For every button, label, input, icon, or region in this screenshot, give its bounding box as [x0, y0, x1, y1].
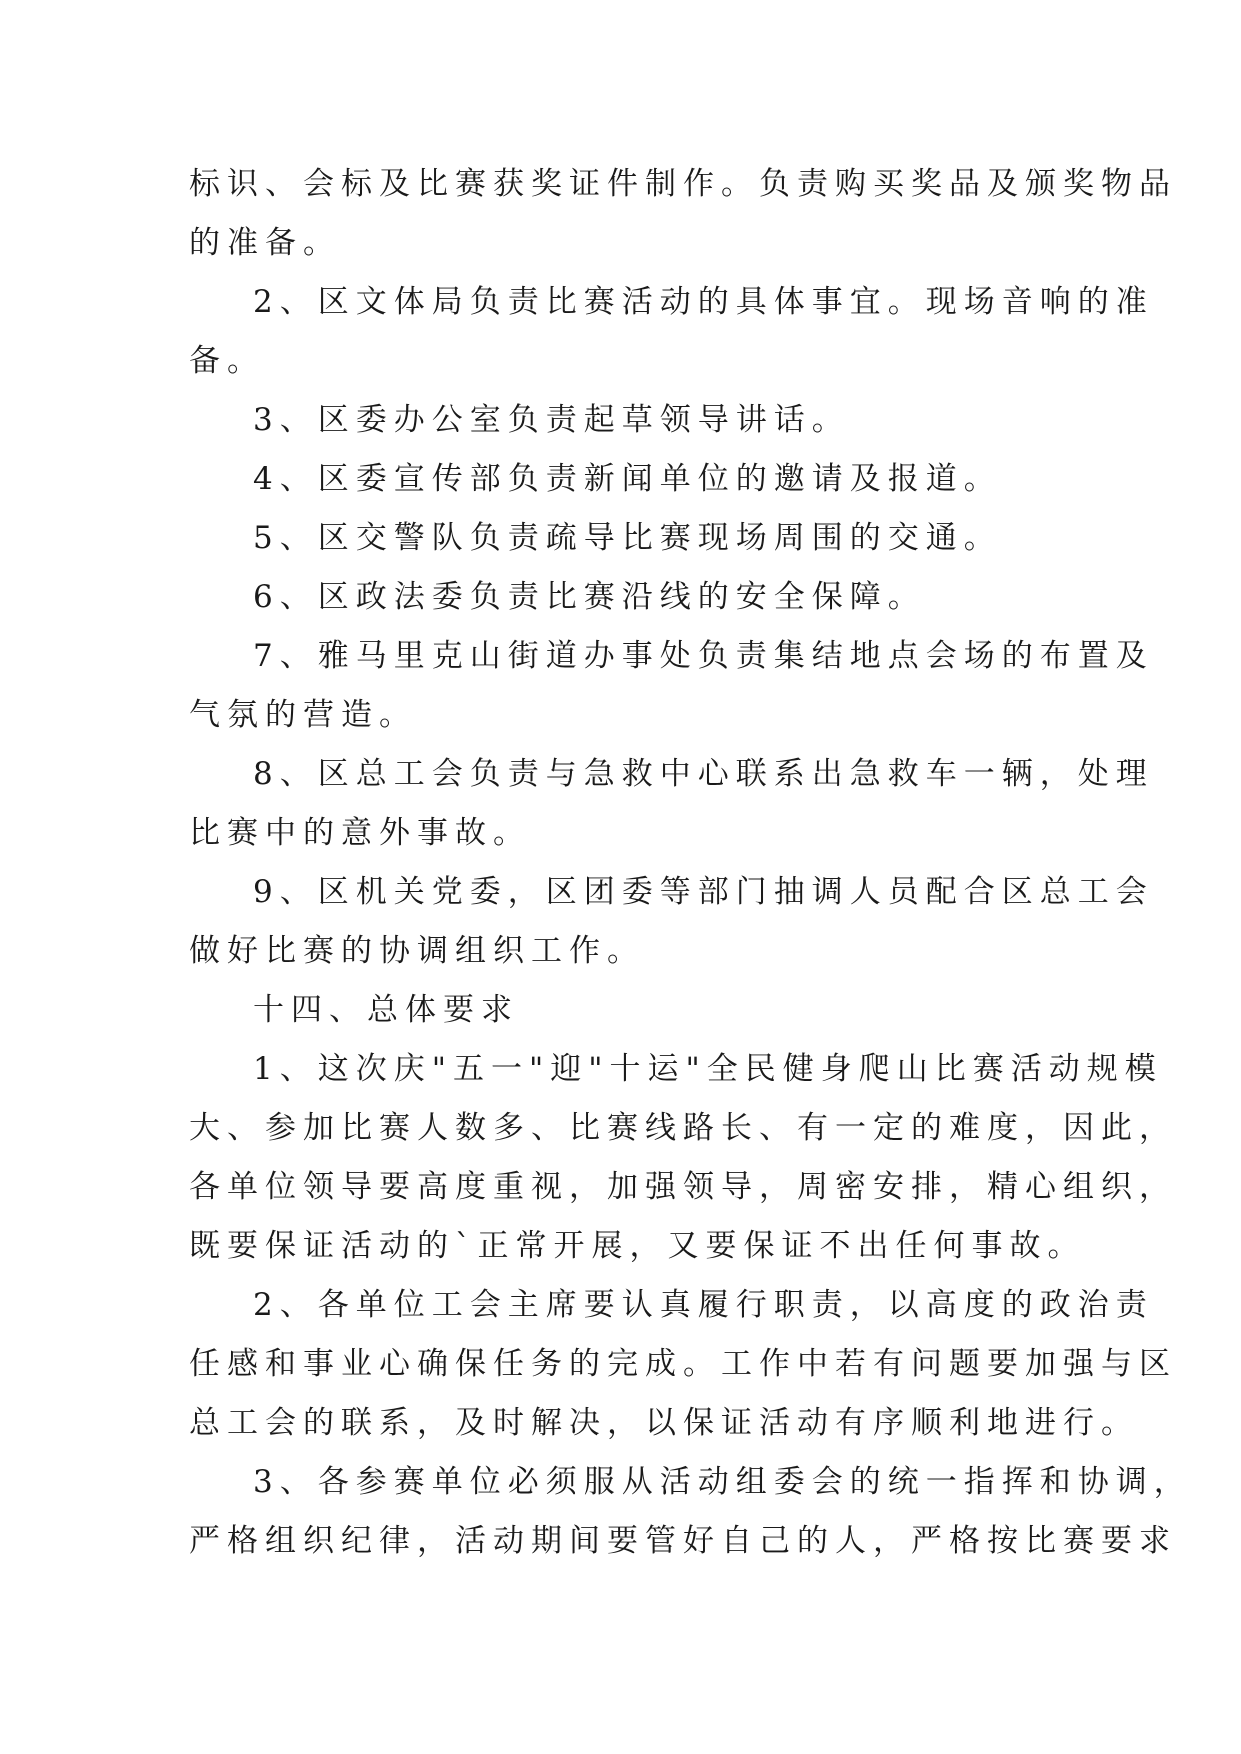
paragraph-line: 3、区委办公室负责起草领导讲话。	[253, 402, 850, 438]
paragraph-line: 的准备。	[189, 225, 341, 261]
paragraph-line: 标识、会标及比赛获奖证件制作。负责购买奖品及颁奖物品	[189, 166, 1177, 202]
document-body	[189, 155, 1192, 1571]
paragraph-line: 气氛的营造。	[189, 697, 417, 733]
paragraph-item-7	[189, 627, 1154, 745]
paragraph-line: 9、区机关党委，区团委等部门抽调人员配合区总工会	[253, 874, 1154, 910]
paragraph-item-5	[189, 509, 1069, 568]
paragraph-line: 备。	[189, 343, 265, 379]
paragraph-line: 任感和事业心确保任务的完成。工作中若有问题要加强与区	[189, 1346, 1177, 1382]
paragraph-line: 各单位领导要高度重视，加强领导，周密安排，精心组织，	[189, 1169, 1177, 1205]
paragraph-line: 8、区总工会负责与急救中心联系出急救车一辆，处理	[253, 756, 1154, 792]
paragraph-line: 比赛中的意外事故。	[189, 815, 531, 851]
paragraph-line: 做好比赛的协调组织工作。	[189, 933, 645, 969]
requirement-item-1	[189, 1040, 1177, 1276]
section-heading-text: 十四、总体要求	[253, 992, 519, 1028]
paragraph-line: 既要保证活动的`正常开展，又要保证不出任何事故。	[189, 1228, 1086, 1264]
section-heading	[189, 981, 1069, 1040]
paragraph-item-9	[189, 863, 1154, 981]
requirement-item-2	[189, 1276, 1177, 1453]
paragraph-line: 4、区委宣传部负责新闻单位的邀请及报道。	[253, 461, 1002, 497]
paragraph-line: 7、雅马里克山街道办事处负责集结地点会场的布置及	[253, 638, 1154, 674]
paragraph-line: 2、各单位工会主席要认真履行职责，以高度的政治责	[253, 1287, 1154, 1323]
paragraph-item-4	[189, 450, 1069, 509]
paragraph-line: 1、这次庆"五一"迎"十运"全民健身爬山比赛活动规模	[253, 1051, 1163, 1087]
paragraph-item-2	[189, 273, 1154, 391]
paragraph-line: 5、区交警队负责疏导比赛现场周围的交通。	[253, 520, 1002, 556]
paragraph-line: 6、区政法委负责比赛沿线的安全保障。	[253, 579, 926, 615]
paragraph-continued	[189, 155, 1177, 273]
paragraph-line: 严格组织纪律，活动期间要管好自己的人，严格按比赛要求	[189, 1523, 1177, 1559]
paragraph-line: 2、区文体局负责比赛活动的具体事宜。现场音响的准	[253, 284, 1154, 320]
paragraph-line: 大、参加比赛人数多、比赛线路长、有一定的难度，因此，	[189, 1110, 1177, 1146]
paragraph-item-3	[189, 391, 1069, 450]
paragraph-line: 3、各参赛单位必须服从活动组委会的统一指挥和协调，	[253, 1464, 1192, 1500]
paragraph-item-6	[189, 568, 1069, 627]
paragraph-line: 总工会的联系，及时解决，以保证活动有序顺利地进行。	[189, 1405, 1139, 1441]
requirement-item-3	[189, 1453, 1192, 1571]
paragraph-item-8	[189, 745, 1154, 863]
